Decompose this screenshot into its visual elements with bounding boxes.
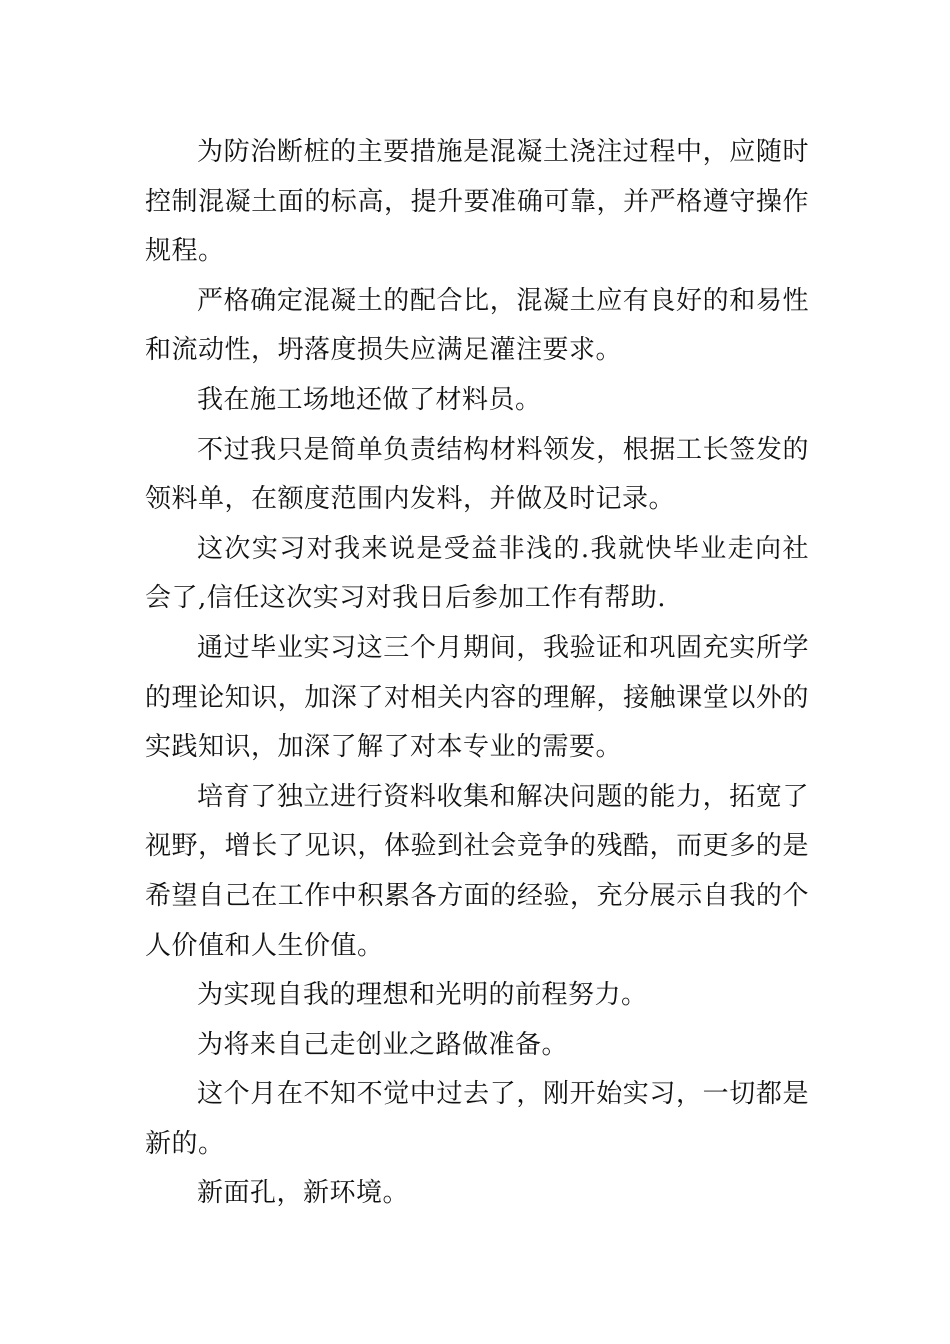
paragraph-4: 不过我只是简单负责结构材料领发，根据工长签发的领料单，在额度范围内发料，并做及时记录。 <box>145 434 809 515</box>
paragraph-11: 新面孔，新环境。 <box>197 1178 410 1209</box>
paragraph-10: 这个月在不知不觉中过去了，刚开始实习，一切都是新的。 <box>145 1079 809 1159</box>
paragraph-9: 为将来自己走创业之路做准备。 <box>197 1029 569 1060</box>
document-body <box>145 128 809 1219</box>
paragraph-3: 我在施工场地还做了材料员。 <box>197 384 542 415</box>
paragraph-7: 培育了独立进行资料收集和解决问题的能力，拓宽了视野，增长了见识，体验到社会竞争的残酷，而更多的是希望自己在工作中积累各方面的经验，充分展示自我的个人价值和人生价值。 <box>145 781 809 961</box>
paragraph-6: 通过毕业实习这三个月期间，我验证和巩固充实所学的理论知识，加深了对相关内容的理解，接触课堂以外的实践知识，加深了解了对本专业的需要。 <box>145 632 809 763</box>
paragraph-2: 严格确定混凝土的配合比，混凝土应有良好的和易性和流动性，坍落度损失应满足灌注要求。 <box>145 285 809 366</box>
paragraph-8: 为实现自我的理想和光明的前程努力。 <box>197 980 648 1011</box>
paragraph-5: 这次实习对我来说是受益非浅的.我就快毕业走向社会了,信任这次实习对我日后参加工作有帮助. <box>145 533 809 614</box>
paragraph-1: 为防治断桩的主要措施是混凝土浇注过程中，应随时控制混凝土面的标高，提升要准确可靠，并严格遵守操作规程。 <box>145 137 809 267</box>
